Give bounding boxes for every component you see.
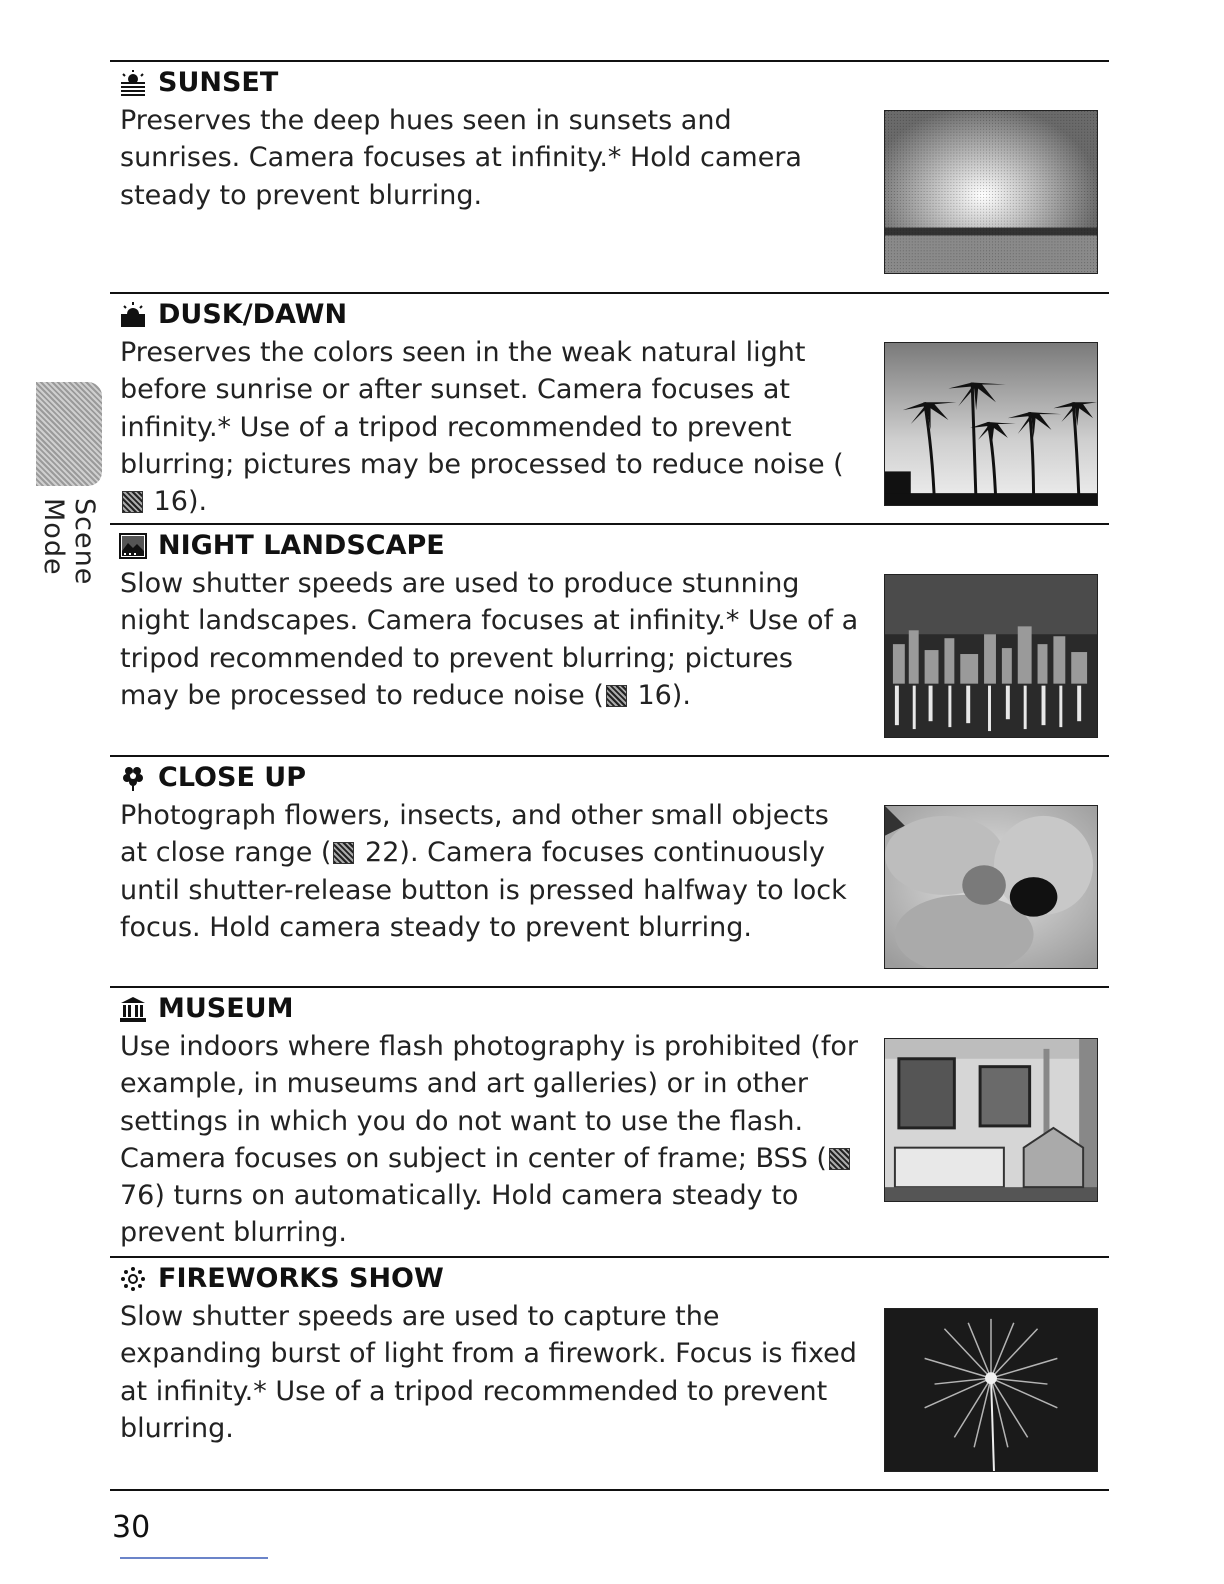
palm-trees-photo (884, 342, 1098, 506)
section-description: Preserves the colors seen in the weak natural light before sunrise or after sunset. Camera focuses at infinity.* Use of a tripod recommended to prevent blurring; pictures may be processed to reduce noise ( 16). (120, 337, 844, 518)
sunset-icon (118, 69, 148, 97)
section-sunset (110, 60, 1109, 292)
section-title: NIGHT LANDSCAPE (158, 530, 445, 561)
section-night-landscape (110, 523, 1109, 755)
side-tab-label: Scene Mode (38, 498, 100, 586)
fireworks-photo (884, 1308, 1098, 1472)
flower-photo (884, 805, 1098, 969)
museum-interior-photo (884, 1038, 1098, 1202)
section-description: Slow shutter speeds are used to capture the expanding burst of light from a firework. Focus is fixed at infinity.* Use of a tripod recommended to prevent blurring. (120, 1301, 857, 1444)
section-title: FIREWORKS SHOW (158, 1263, 444, 1294)
section-description: Use indoors where flash photography is prohibited (for example, in museums and art galleries) or in other settings in which you do not want to use the flash. Camera focuses on subject in center of frame; BSS ( 76) turns on automatically. Hold camera steady to prevent blurring. (120, 1031, 859, 1249)
section-title: DUSK/DAWN (158, 299, 348, 330)
city-night-photo (884, 574, 1098, 738)
footer-rule (110, 1489, 1109, 1491)
section-tab-marker (36, 382, 102, 486)
section-close-up (110, 755, 1109, 986)
museum-icon (118, 995, 148, 1023)
footer-accent-line (120, 1557, 268, 1559)
section-title: SUNSET (158, 67, 279, 98)
sunset-photo (884, 110, 1098, 274)
section-title: CLOSE UP (158, 762, 307, 793)
section-description: Photograph flowers, insects, and other small objects at close range ( 22). Camera focuses continuously until shutter-release button is pressed halfway to lock focus. Hold camera steady to prevent blurring. (120, 800, 847, 943)
dusk-dawn-icon (118, 301, 148, 329)
section-dusk-dawn (110, 292, 1109, 523)
section-description: Slow shutter speeds are used to produce stunning night landscapes. Camera focuses at infinity.* Use of a tripod recommended to prevent blurring; pictures may be processed to reduce noise ( 16). (120, 568, 859, 711)
page-number: 30 (112, 1510, 151, 1545)
page-reference-icon (333, 842, 354, 864)
fireworks-icon (118, 1265, 148, 1293)
section-museum (110, 986, 1109, 1256)
section-fireworks-show (110, 1256, 1109, 1489)
page-reference-icon (606, 685, 627, 707)
section-title: MUSEUM (158, 993, 294, 1024)
page-reference-icon (122, 491, 143, 513)
close-up-icon (118, 764, 148, 792)
night-landscape-icon (118, 532, 148, 560)
section-description: Preserves the deep hues seen in sunsets and sunrises. Camera focuses at infinity.* Hold camera steady to prevent blurring. (120, 105, 802, 211)
page-reference-icon (829, 1148, 850, 1170)
